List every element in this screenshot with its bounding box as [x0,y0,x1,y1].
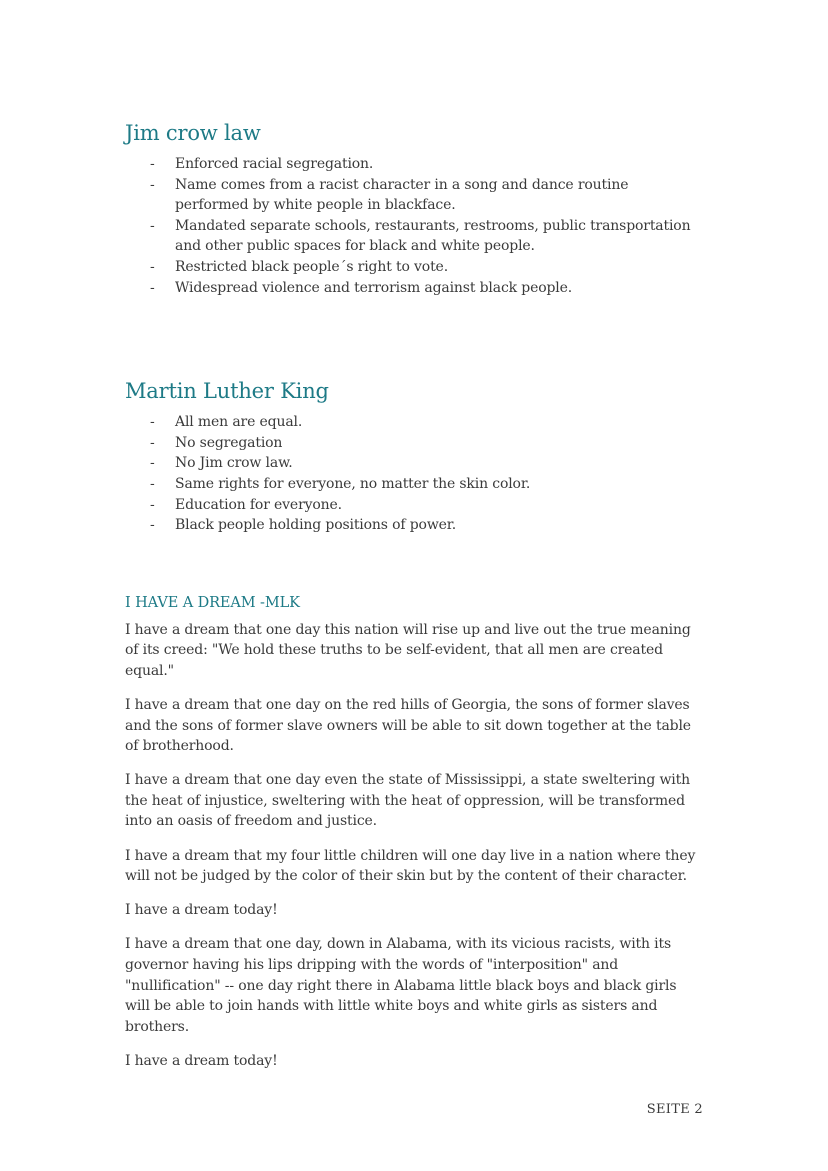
page-content [125,118,705,1085]
list-item: - Mandated separate schools, restaurants, restrooms, public transportation and other public spaces for black and white people. [150,217,691,255]
list-item: - Same rights for everyone, no matter the skin color. [125,474,705,495]
list-dash: - [150,434,155,451]
list-dash: - [150,217,155,234]
martin-luther-king-list [125,412,705,536]
list-item: - Widespread violence and terrorism against black people. [125,278,705,299]
list-item: - Education for everyone. [125,495,705,516]
section-spacer [125,298,705,376]
list-item: - All men are equal. [125,412,705,433]
speech-paragraph: I have a dream that one day, down in Alabama, with its vicious racists, with its governor having his lips dripping with the words of "interposition" and "nullification" -- one day right there in Alabama little black boys and black girls will be able to join hands with little white boys and white girls as sisters and brothers. [125,936,677,1035]
list-item: - No segregation [125,433,705,454]
list-dash: - [150,258,155,275]
speech-paragraph: I have a dream today! [125,902,278,919]
list-item: - Enforced racial segregation. [125,154,705,175]
section-title-martin-luther-king: Martin Luther King [125,379,329,404]
speech-paragraph: I have a dream that my four little children will one day live in a nation where they will not be judged by the color of their skin but by the content of their character. [125,847,696,885]
speech-paragraph: I have a dream that one day this nation will rise up and live out the true meaning of its creed: "We hold these truths to be self-evident, that all men are created equal." [125,621,691,679]
list-item: - No Jim crow law. [125,453,705,474]
list-dash: - [150,475,155,492]
speech-paragraph: I have a dream that one day even the state of Mississippi, a state sweltering with the heat of injustice, sweltering with the heat of oppression, will be transformed into an oasis of freedom and justice. [125,772,690,830]
list-dash: - [150,455,155,472]
list-item: - Black people holding positions of power. [125,515,705,536]
section-title-jim-crow-law: Jim crow law [125,121,261,145]
list-dash: - [150,414,155,431]
speech-title: I HAVE A DREAM -MLK [125,594,300,611]
section-spacer [125,536,705,592]
list-dash: - [150,496,155,513]
list-dash: - [150,279,155,296]
list-dash: - [150,517,155,534]
list-dash: - [150,156,155,172]
page-number: SEITE 2 [646,1102,703,1117]
speech-paragraph: I have a dream today! [125,1052,278,1069]
list-item: - Restricted black people´s right to vote. [125,257,705,278]
jim-crow-law-list [125,154,705,298]
speech-paragraph: I have a dream that one day on the red hills of Georgia, the sons of former slaves and the sons of former slave owners will be able to sit down together at the table of brotherhood. [125,697,691,755]
list-item: - Name comes from a racist character in a song and dance routine performed by white people in blackface. [150,176,629,214]
list-dash: - [150,176,155,193]
